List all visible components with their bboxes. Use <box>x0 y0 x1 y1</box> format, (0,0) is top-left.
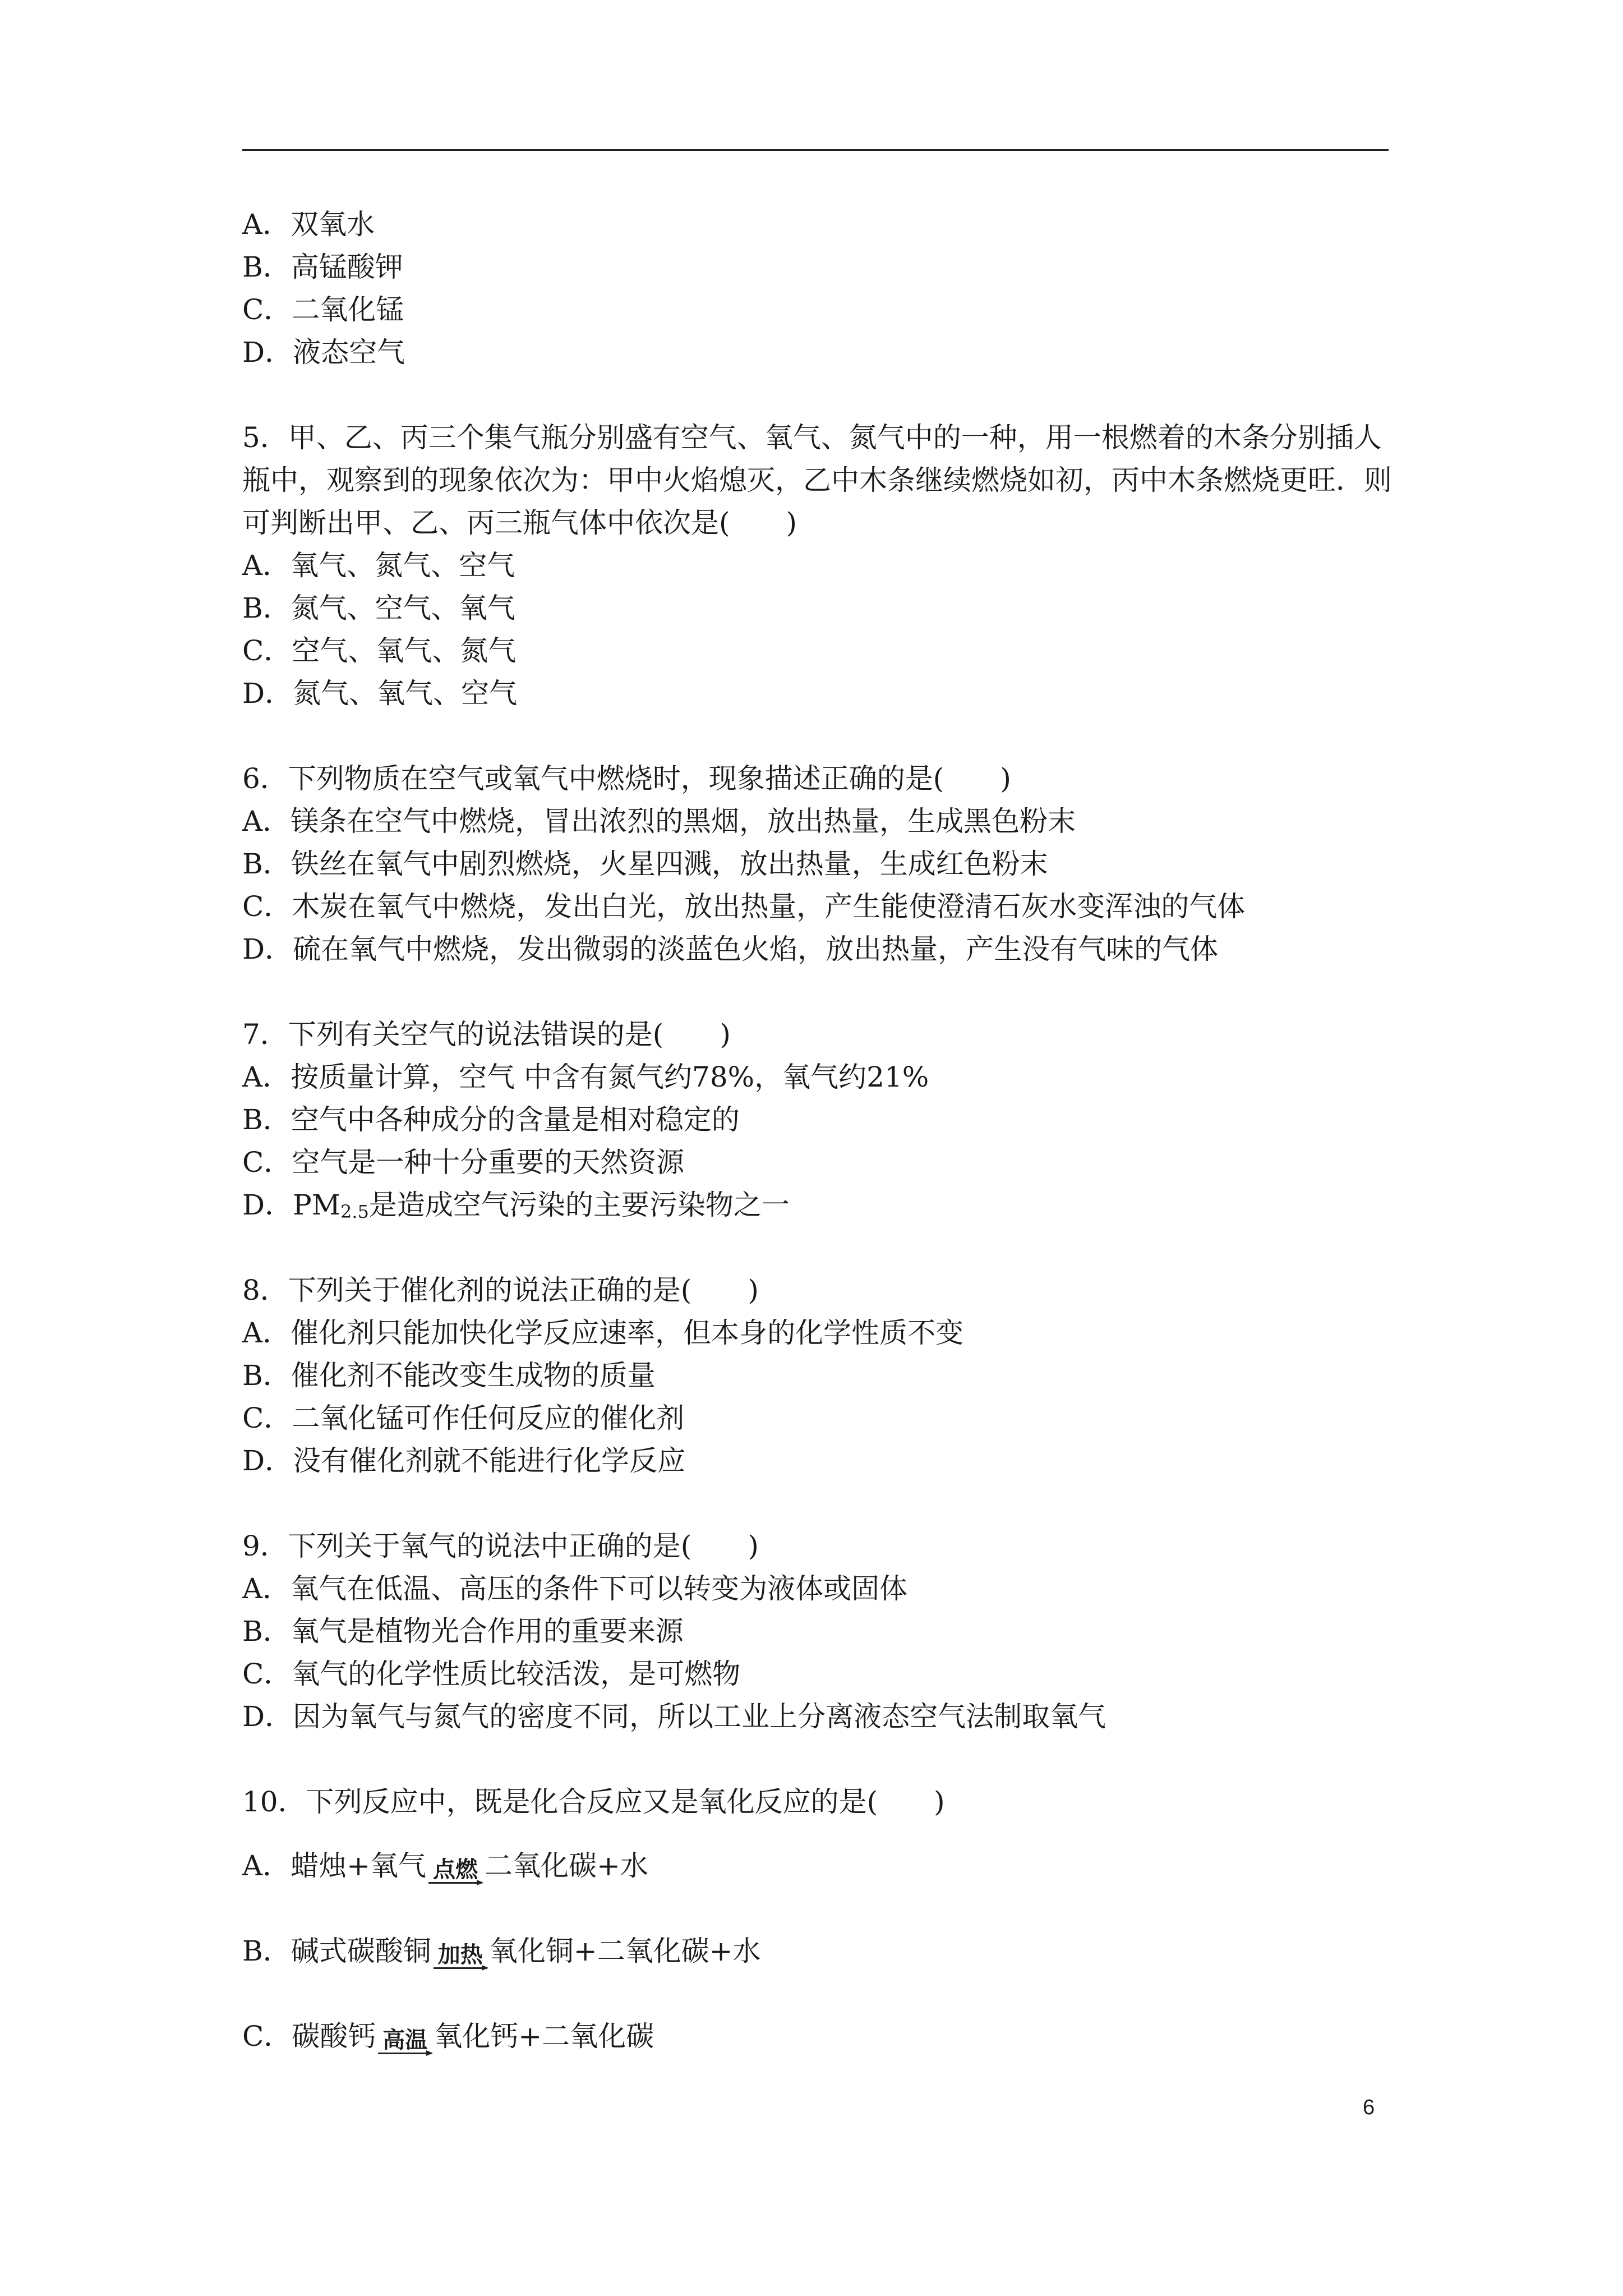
q4-options <box>242 203 1392 374</box>
q10-a-products: 二氧化碳+水 <box>485 1849 648 1882</box>
q10-option-a <box>242 1844 1392 1887</box>
q5-option-d: D．氮气、氧气、空气 <box>242 677 518 710</box>
question-6 <box>242 757 1392 970</box>
q8-option-b: B．催化剂不能改变生成物的质量 <box>242 1359 656 1392</box>
q10-b-products: 氧化铜+二氧化碳+水 <box>489 1935 761 1967</box>
reaction-arrow-icon <box>378 2028 432 2054</box>
q10-stem: 10．下列反应中，既是化合反应又是氧化反应的是( ) <box>242 1786 945 1818</box>
q7-option-b: B．空气中各种成分的含量是相对稳定的 <box>242 1103 740 1136</box>
q7-option-d-suffix: 是造成空气污染的主要污染物之一 <box>368 1189 790 1221</box>
header-rule <box>242 149 1389 151</box>
q6-stem: 6．下列物质在空气或氧气中燃烧时，现象描述正确的是( ) <box>242 762 1011 795</box>
q10-c-reactants: C．碳酸钙 <box>242 2020 376 2053</box>
q5-option-b: B．氮气、空气、氧气 <box>242 592 515 624</box>
q6-option-b: B．铁丝在氧气中剧烈燃烧，火星四溅，放出热量，生成红色粉末 <box>242 848 1048 880</box>
q10-a-condition: 点燃 <box>433 1857 478 1883</box>
q4-option-b: B．高锰酸钾 <box>242 251 403 283</box>
q6-option-c: C．木炭在氧气中燃烧，发出白光，放出热量，产生能使澄清石灰水变浑浊的气体 <box>242 890 1246 923</box>
q6-option-a: A．镁条在空气中燃烧，冒出浓烈的黑烟，放出热量，生成黑色粉末 <box>242 805 1076 838</box>
q9-stem: 9．下列关于氧气的说法中正确的是( ) <box>242 1530 759 1562</box>
q4-option-a: A．双氧水 <box>242 208 375 241</box>
q6-option-d: D．硫在氧气中燃烧，发出微弱的淡蓝色火焰，放出热量，产生没有气味的气体 <box>242 933 1219 965</box>
question-10 <box>242 1780 1392 2058</box>
q7-option-d-prefix: D．PM <box>242 1189 340 1221</box>
q9-option-d: D．因为氧气与氮气的密度不同，所以工业上分离液态空气法制取氧气 <box>242 1700 1106 1733</box>
q7-option-c: C．空气是一种十分重要的天然资源 <box>242 1146 685 1179</box>
q5-option-a: A．氧气、氮气、空气 <box>242 549 515 582</box>
q8-option-a: A．催化剂只能加快化学反应速率，但本身的化学性质不变 <box>242 1317 964 1349</box>
q10-b-condition: 加热 <box>437 1942 483 1968</box>
q10-option-c <box>242 2015 1392 2058</box>
q10-c-products: 氧化钙+二氧化碳 <box>434 2020 654 2053</box>
question-5 <box>242 416 1392 715</box>
q7-stem: 7．下列有关空气的说法错误的是( ) <box>242 1018 731 1051</box>
reaction-arrow-icon <box>434 1943 487 1969</box>
question-9 <box>242 1525 1392 1738</box>
q4-option-c: C．二氧化锰 <box>242 293 404 326</box>
q9-option-c: C．氧气的化学性质比较活泼，是可燃物 <box>242 1658 741 1690</box>
q8-option-c: C．二氧化锰可作任何反应的催化剂 <box>242 1402 685 1434</box>
q5-option-c: C．空气、氧气、氮气 <box>242 634 517 667</box>
page-content <box>242 203 1392 2058</box>
q10-b-reactants: B．碱式碳酸铜 <box>242 1935 431 1967</box>
q10-a-reactants: A．蜡烛+氧气 <box>242 1849 427 1882</box>
question-8 <box>242 1269 1392 1482</box>
q8-stem: 8．下列关于催化剂的说法正确的是( ) <box>242 1274 759 1306</box>
q7-option-d <box>242 1184 1392 1226</box>
q4-option-d: D．液态空气 <box>242 336 405 369</box>
page-number: 6 <box>1363 2096 1375 2119</box>
q9-option-a: A．氧气在低温、高压的条件下可以转变为液体或固体 <box>242 1572 908 1605</box>
q5-stem: 5．甲、乙、丙三个集气瓶分别盛有空气、氧气、氮气中的一种，用一根燃着的木条分别插人瓶中，观察到的现象依次为：甲中火焰熄灭，乙中木条继续燃烧如初，丙中木条燃烧更旺．则可判断出甲、乙、丙三瓶气体中依次是( ) <box>242 421 1392 539</box>
q7-option-d-subscript: 2.5 <box>340 1201 369 1222</box>
question-7 <box>242 1013 1392 1226</box>
q10-c-condition: 高温 <box>382 2027 428 2053</box>
q8-option-d: D．没有催化剂就不能进行化学反应 <box>242 1444 686 1477</box>
q7-option-a: A．按质量计算，空气 中含有氮气约78%，氧气约21% <box>242 1061 929 1093</box>
reaction-arrow-icon <box>428 1857 482 1884</box>
q10-option-b <box>242 1930 1392 1972</box>
q9-option-b: B．氧气是植物光合作用的重要来源 <box>242 1615 684 1648</box>
